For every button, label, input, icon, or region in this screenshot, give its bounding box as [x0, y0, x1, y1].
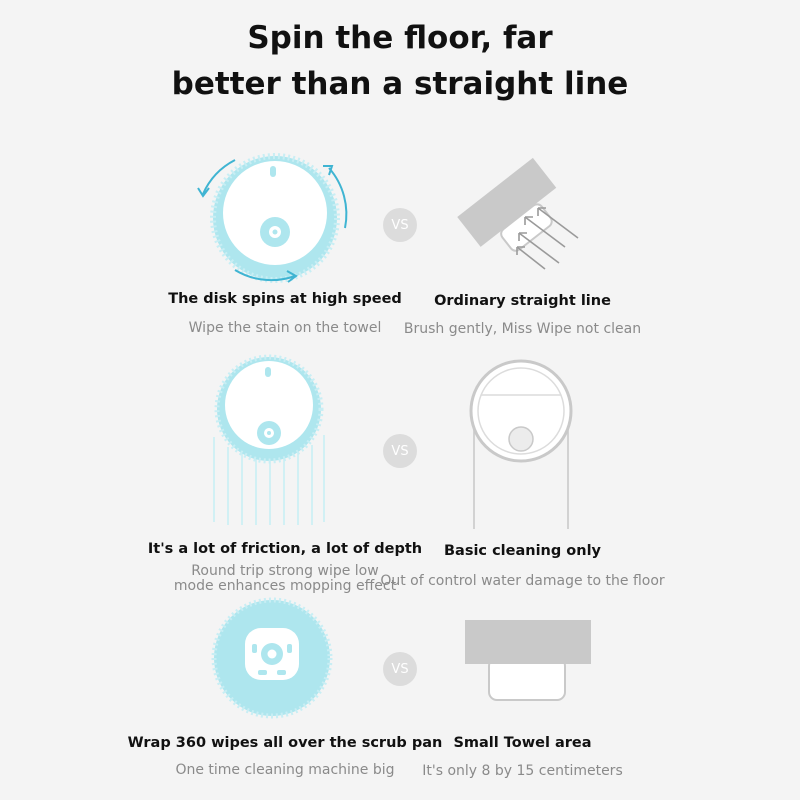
- vs-badge-row-3: VS: [383, 652, 417, 686]
- vs-badge-row-2: VS: [383, 434, 417, 468]
- page-title-line-1: Spin the floor, far: [247, 20, 553, 56]
- row-2-right-subtext: Out of control water damage to the floor: [380, 573, 665, 589]
- straight-line-pad-illustration: [445, 145, 585, 275]
- page-title-line-2: better than a straight line: [171, 66, 629, 102]
- row-1-right-subtext: Brush gently, Miss Wipe not clean: [403, 321, 642, 337]
- spinning-mop-disk-illustration: [195, 148, 355, 288]
- row-2-left-subtext-line-2: mode enhances mopping effect: [173, 578, 397, 594]
- row-1-right-caption: Ordinary straight line: [434, 293, 611, 309]
- row-3-right-caption: Small Towel area: [453, 735, 592, 751]
- row-1-left-subtext: Wipe the stain on the towel: [188, 320, 382, 336]
- row-2-left-caption: It's a lot of friction, a lot of depth: [147, 541, 423, 557]
- small-towel-illustration: [465, 620, 605, 710]
- row-2-left-subtext-line-1: Round trip strong wipe low: [191, 563, 379, 579]
- friction-mop-disk-illustration: [204, 357, 334, 527]
- row-2-right-caption: Basic cleaning only: [443, 543, 601, 559]
- vs-badge-row-1: VS: [383, 208, 417, 242]
- row-3-right-subtext: It's only 8 by 15 centimeters: [422, 763, 623, 779]
- row-3-left-subtext: One time cleaning machine big: [175, 762, 395, 778]
- row-3-left-caption: Wrap 360 wipes all over the scrub pan: [127, 735, 443, 751]
- scrub-pan-360-illustration: [212, 598, 332, 718]
- row-1-left-caption: The disk spins at high speed: [168, 291, 402, 307]
- basic-cleaning-device-illustration: [460, 357, 600, 537]
